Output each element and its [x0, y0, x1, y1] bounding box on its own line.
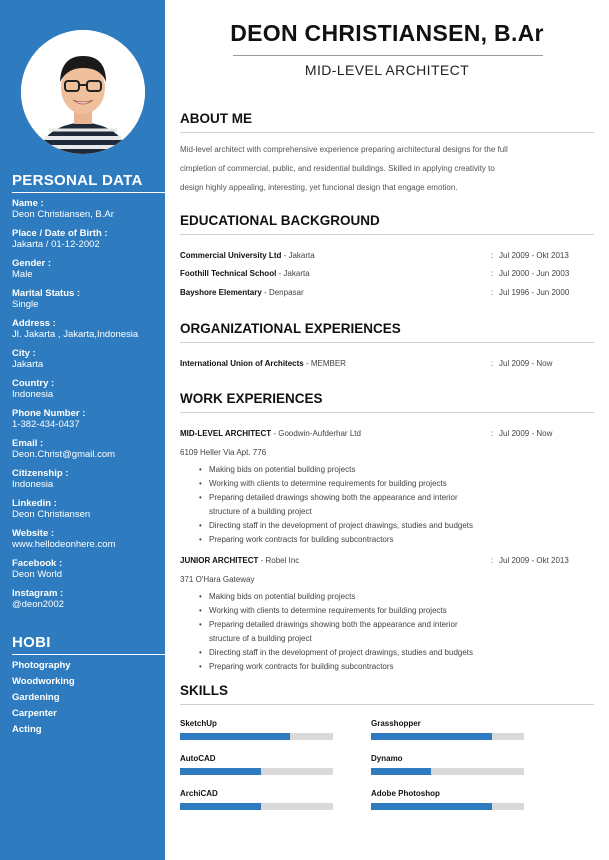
hobby-item: Acting [12, 724, 42, 735]
education-colon: : [491, 251, 494, 260]
personal-data-item [12, 318, 162, 348]
job-duty-item: • Working with clients to determine requirements for building projects [202, 604, 522, 618]
personal-data-item [12, 198, 162, 228]
personal-data-item [12, 558, 162, 588]
personal-data-item [12, 288, 162, 318]
personal-data-item [12, 438, 162, 468]
education-name: Commercial University Ltd [180, 251, 282, 260]
skill-bar-fill [180, 803, 261, 810]
skill-bar-fill [180, 733, 290, 740]
skills-title: SKILLS [180, 683, 594, 705]
personal-data-value: Indonesia [12, 479, 54, 490]
personal-data-item [12, 378, 162, 408]
education-title: EDUCATIONAL BACKGROUND [180, 213, 594, 235]
organization-colon: : [491, 359, 494, 368]
name-divider [233, 55, 543, 56]
skill-name: ArchiCAD [180, 789, 218, 798]
personal-data-label: City : [12, 348, 36, 359]
skill-name: Grasshopper [371, 719, 421, 728]
skill-name: Adobe Photoshop [371, 789, 440, 798]
personal-data-label: Phone Number : [12, 408, 86, 419]
job-duty-item: • Directing staff in the development of project drawings, studies and budgets [202, 646, 522, 660]
personal-data-value: @deon2002 [12, 599, 64, 610]
job-name-cell [180, 429, 361, 438]
education-name: Bayshore Elementary [180, 288, 262, 297]
job-duty-item: • Preparing work contracts for building subcontractors [202, 660, 522, 674]
education-detail: - Denpasar [261, 288, 304, 297]
job-address: 371 O'Hara Gateway [180, 575, 255, 584]
personal-data-label: Linkedin : [12, 498, 57, 509]
personal-data-value: Indonesia [12, 389, 54, 400]
skill-bar-fill [371, 803, 492, 810]
personal-data-item [12, 258, 162, 288]
skill-name: SketchUp [180, 719, 217, 728]
personal-data-item [12, 588, 162, 618]
about-line: Mid-level architect with comprehensive experience preparing architectural designs for the full [180, 145, 508, 154]
hobi-heading: HOBI [12, 634, 165, 655]
personal-data-value: Jakarta / 01-12-2002 [12, 239, 100, 250]
education-name-cell [180, 288, 304, 297]
personal-data-item [12, 408, 162, 438]
personal-data-value: Male [12, 269, 33, 280]
personal-data-label: Marital Status : [12, 288, 81, 299]
job-duties [202, 590, 522, 674]
hobby-item: Photography [12, 660, 71, 671]
personal-data-value: Deon World [12, 569, 62, 580]
personal-data-value: Jl. Jakarta , Jakarta,Indonesia [12, 329, 139, 340]
education-colon: : [491, 269, 494, 278]
skill-bar-fill [371, 768, 431, 775]
education-name-cell [180, 269, 310, 278]
skill-bar-track [180, 803, 333, 810]
candidate-role: MID-LEVEL ARCHITECT [304, 62, 470, 78]
job-duty-item: • Directing staff in the development of project drawings, studies and budgets [202, 519, 522, 533]
organization-period: Jul 2009 - Now [499, 359, 553, 368]
personal-data-label: Address : [12, 318, 56, 329]
job-duty-item: structure of a building project [209, 634, 312, 643]
education-colon: : [491, 288, 494, 297]
education-row [180, 251, 594, 263]
work-title: WORK EXPERIENCES [180, 391, 594, 413]
skill-item [180, 754, 333, 775]
hobby-list [12, 660, 162, 740]
candidate-name: DEON CHRISTIANSEN, B.Ar [230, 20, 544, 46]
education-period: Jul 2000 - Jun 2003 [499, 269, 570, 278]
personal-data-value: Deon Christiansen [12, 509, 91, 520]
job-row [180, 556, 594, 568]
skill-bar-track [371, 768, 524, 775]
skill-bar-fill [180, 768, 261, 775]
job-duty-item: • Making bids on potential building projects [202, 590, 522, 604]
hobby-item: Carpenter [12, 708, 57, 719]
education-name: Foothill Technical School [180, 269, 277, 278]
job-name-cell [180, 556, 299, 565]
skill-item [371, 754, 524, 775]
profile-photo [21, 30, 145, 154]
personal-data-label: Instagram : [12, 588, 64, 599]
personal-data-value: Deon Christiansen, B.Ar [12, 209, 114, 220]
skill-item [371, 789, 524, 810]
personal-data-value: Single [12, 299, 39, 310]
education-row [180, 269, 594, 281]
job-name: JUNIOR ARCHITECT [180, 556, 259, 565]
organization-name: International Union of Architects [180, 359, 304, 368]
sidebar [0, 0, 165, 860]
about-line: design highly appealing, interesting, yet funcional design that engage emotion. [180, 183, 458, 192]
personal-data-label: Facebook : [12, 558, 63, 569]
skill-item [371, 719, 524, 740]
job-name: MID-LEVEL ARCHITECT [180, 429, 272, 438]
personal-data-value: 1-382-434-0437 [12, 419, 80, 430]
personal-data-label: Country : [12, 378, 55, 389]
skill-bar-track [180, 768, 333, 775]
personal-data-label: Website : [12, 528, 55, 539]
education-detail: - Jakarta [281, 251, 315, 260]
education-period: Jul 2009 - Okt 2013 [499, 251, 569, 260]
job-duty-item: • Making bids on potential building projects [202, 463, 522, 477]
hobby-item: Gardening [12, 692, 60, 703]
skill-name: AutoCAD [180, 754, 216, 763]
skill-item [180, 719, 333, 740]
organization-name-cell [180, 359, 346, 368]
personal-data-value: Deon.Christ@gmail.com [12, 449, 116, 460]
job-duty-item: • Preparing detailed drawings showing both the appearance and interior [202, 618, 522, 632]
skill-name: Dynamo [371, 754, 403, 763]
about-line: cimpletion of commercial, public, and residential buildings. Skilled in applying creativity to [180, 164, 495, 173]
job-duty-item: • Working with clients to determine requirements for building projects [202, 477, 522, 491]
education-detail: - Jakarta [276, 269, 310, 278]
personal-data-label: Name : [12, 198, 44, 209]
job-detail: - Robel Inc [258, 556, 300, 565]
about-text [180, 140, 594, 197]
personal-data-item [12, 498, 162, 528]
organization-row [180, 359, 594, 371]
job-duties [202, 463, 522, 547]
about-title: ABOUT ME [180, 111, 594, 133]
job-colon: : [491, 556, 494, 565]
job-period: Jul 2009 - Okt 2013 [499, 556, 569, 565]
job-address: 6109 Heller Via Apt. 776 [180, 448, 267, 457]
education-period: Jul 1996 - Jun 2000 [499, 288, 570, 297]
organization-title: ORGANIZATIONAL EXPERIENCES [180, 321, 594, 343]
skill-item [180, 789, 333, 810]
personal-data-list [12, 198, 162, 618]
job-period: Jul 2009 - Now [499, 429, 553, 438]
hobby-item: Woodworking [12, 676, 75, 687]
personal-data-label: Email : [12, 438, 44, 449]
personal-data-item [12, 228, 162, 258]
personal-data-label: Place / Date of Birth : [12, 228, 108, 239]
job-duty-item: structure of a building project [209, 507, 312, 516]
personal-data-value: www.hellodeonhere.com [12, 539, 116, 550]
personal-data-item [12, 348, 162, 378]
job-colon: : [491, 429, 494, 438]
job-duty-item: • Preparing work contracts for building subcontractors [202, 533, 522, 547]
job-row [180, 429, 594, 441]
personal-data-heading: PERSONAL DATA [12, 172, 165, 193]
personal-data-label: Gender : [12, 258, 52, 269]
personal-data-value: Jakarta [12, 359, 44, 370]
job-duty-item: • Preparing detailed drawings showing both the appearance and interior [202, 491, 522, 505]
education-name-cell [180, 251, 315, 260]
main-content [180, 0, 594, 860]
skill-bar-track [371, 733, 524, 740]
skill-bar-track [371, 803, 524, 810]
skill-bar-track [180, 733, 333, 740]
education-row [180, 288, 594, 300]
profile-photo-image [21, 30, 145, 154]
personal-data-item [12, 528, 162, 558]
organization-detail: - MEMBER [303, 359, 346, 368]
job-detail: - Goodwin-Aufderhar Ltd [271, 429, 361, 438]
personal-data-label: Citizenship : [12, 468, 69, 479]
personal-data-item [12, 468, 162, 498]
skill-bar-fill [371, 733, 492, 740]
